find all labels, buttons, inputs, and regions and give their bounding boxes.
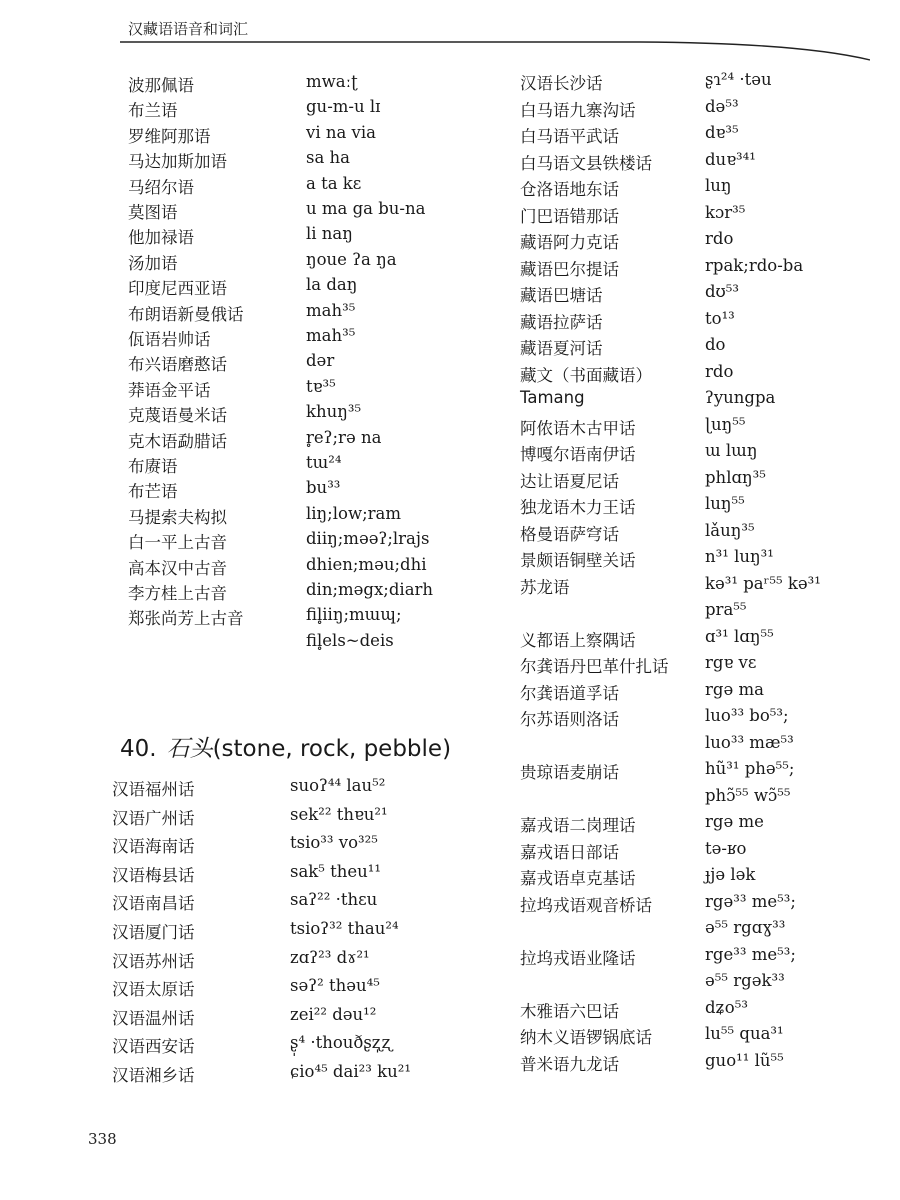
entry-form: a ta kɛ [306, 173, 362, 193]
entry-language: 尔龚语道孚话 [520, 683, 619, 703]
entry-language: 汉语长沙话 [520, 74, 603, 93]
entry-language: 木雅语六巴话 [520, 1001, 619, 1021]
entry-language: 仓洛语地东话 [520, 180, 619, 199]
entry-form: tɯ²⁴ [306, 453, 342, 472]
page-number: 338 [88, 1130, 117, 1148]
entry-language: 义都语上察隅话 [520, 630, 636, 650]
entry-form: li naŋ [306, 224, 353, 244]
entry-language: 汉语苏州话 [112, 951, 195, 971]
entry-form: pra⁵⁵ [705, 600, 747, 619]
entry-form: rgə ma [705, 679, 764, 699]
entry-language: 藏语阿力克话 [520, 233, 619, 252]
entry-language: 拉坞戎语观音桥话 [520, 895, 652, 915]
entry-language: 克蔑语曼米话 [128, 406, 227, 426]
entry-language: 景颇语铜壁关话 [520, 551, 636, 570]
entry-form: fil̥iiŋ;mɯɰ; [306, 605, 402, 625]
entry-form: u ma ga bu-na [306, 199, 426, 218]
entry-language: 达让语夏尼话 [520, 471, 619, 491]
entry-form: rgɐ vɛ [705, 653, 757, 672]
entry-form: diiŋ;məəʔ;lrajs [306, 529, 430, 549]
entry-language: 苏龙语 [520, 577, 570, 597]
entry-form: kɔr³⁵ [705, 202, 746, 222]
entry-form: ɭuŋ⁵⁵ [705, 414, 746, 434]
entry-language: 布朗语新曼俄话 [128, 304, 244, 324]
entry-language: 纳木义语锣锅底话 [520, 1028, 652, 1047]
entry-form: ə⁵⁵ rgɑɣ³³ [705, 918, 786, 937]
entry-form: mwaːʈ [306, 72, 358, 91]
entry-form: rgə me [705, 812, 764, 831]
entry-language: 马达加斯加语 [128, 152, 227, 172]
entry-language: 藏语夏河话 [520, 339, 603, 358]
entry-language: 汤加语 [128, 253, 178, 273]
entry-language: 马绍尔语 [128, 177, 194, 197]
entry-form: mah³⁵ [306, 326, 356, 345]
entry-form: zei²² dəu¹² [290, 1004, 377, 1024]
entry-language: 莽语金平话 [128, 380, 211, 400]
entry-language: 汉语厦门话 [112, 923, 195, 942]
entry-language: 拉坞戎语业隆话 [520, 948, 636, 968]
entry-form: ŋoue ʔa ŋa [306, 249, 397, 269]
entry-language: 贵琼语麦崩话 [520, 763, 619, 782]
entry-form: dhien;mǝu;dhi [306, 554, 427, 574]
entry-form: la daŋ [306, 275, 358, 295]
entry-form: lǎuŋ³⁵ [705, 520, 755, 540]
entry-language: 布兰语 [128, 101, 178, 121]
entry-form: tɐ³⁵ [306, 376, 336, 396]
entry-language: 汉语西安话 [112, 1037, 195, 1057]
entry-language: 佤语岩帅话 [128, 330, 211, 349]
entry-form: fil̥els~deis [306, 630, 394, 650]
running-header: 汉藏语语音和词汇 [128, 20, 249, 38]
entry-language: 藏语拉萨话 [520, 312, 603, 332]
entry-form: dʑo⁵³ [705, 997, 748, 1017]
entry-form: luo³³ mæ⁵³ [705, 732, 794, 752]
entry-form: khuŋ³⁵ [306, 402, 362, 422]
entry-language: 汉语太原话 [112, 980, 195, 1000]
entry-form: səʔ² thəu⁴⁵ [290, 976, 380, 996]
entry-language: 马提索夫构拟 [128, 507, 227, 527]
header-rule [120, 40, 870, 64]
entry-form: tsioʔ³² thau²⁴ [290, 919, 399, 938]
entry-language: 布赓语 [128, 457, 178, 476]
entry-language: 嘉戎语二岗理话 [520, 816, 636, 835]
entry-form: duɐ³⁴¹ [705, 149, 756, 169]
entry-language: 普米语九龙话 [520, 1054, 619, 1074]
entry-form: dər [306, 351, 335, 371]
entry-language: 汉语广州话 [112, 808, 195, 828]
entry-form: liŋ;low;ram [306, 503, 402, 523]
entry-language: 印度尼西亚语 [128, 279, 227, 299]
entry-form: saʔ²² ·thɛu [290, 890, 378, 910]
entry-form: luŋ⁵⁵ [705, 494, 745, 513]
entry-language: 波那佩语 [128, 76, 194, 95]
entry-language: 布芒语 [128, 482, 178, 502]
entry-language: 格曼语萨穹话 [520, 524, 619, 544]
entry-language: 莫图语 [128, 203, 178, 222]
entry-form: ɯ lɯŋ [705, 441, 758, 460]
entry-language: 博嘎尔语南伊话 [520, 445, 636, 464]
entry-language: 汉语湘乡话 [112, 1066, 195, 1085]
entry-language: 罗维阿那语 [128, 126, 211, 146]
section-title-en: (stone, rock, pebble) [212, 736, 452, 762]
entry-language: 克木语勐腊话 [128, 431, 227, 451]
entry-language: 汉语温州话 [112, 1008, 195, 1028]
entry-language: 嘉戎语日部话 [520, 842, 619, 862]
entry-form: ə⁵⁵ rgək³³ [705, 971, 785, 990]
entry-language: 汉语南昌话 [112, 894, 195, 914]
entry-form: sak⁵ theu¹¹ [290, 861, 382, 881]
entry-form: rpak;rdo-ba [705, 255, 804, 275]
entry-form: r̥eʔ;rə na [306, 427, 382, 447]
entry-language: 汉语海南话 [112, 837, 195, 857]
entry-language: Tamang [520, 388, 585, 407]
entry-form: luo³³ bo⁵³; [705, 706, 789, 725]
entry-language: 尔龚语丹巴革什扎话 [520, 657, 669, 676]
entry-language: 藏语巴塘话 [520, 286, 603, 305]
entry-form: sa ha [306, 148, 351, 168]
entry-form: suoʔ⁴⁴ lau⁵² [290, 776, 386, 795]
entry-form: ʔyungpa [705, 388, 776, 407]
entry-language: 汉语梅县话 [112, 865, 195, 885]
entry-form: do [705, 335, 726, 354]
section-heading [120, 730, 451, 763]
entry-form: rgə³³ me⁵³; [705, 891, 796, 911]
entry-language: 汉语福州话 [112, 780, 195, 799]
entry-language: 白马语九寨沟话 [520, 100, 636, 120]
entry-form: vi na via [306, 122, 376, 142]
entry-form: din;məgx;diarh [306, 580, 434, 599]
entry-language: 藏语巴尔提话 [520, 259, 619, 279]
entry-form: ɑ³¹ lɑŋ⁵⁵ [705, 626, 774, 646]
entry-form: kə³¹ paʳ⁵⁵ kə³¹ [705, 573, 821, 593]
entry-language: 阿侬语木古甲话 [520, 418, 636, 438]
entry-form: dɐ³⁵ [705, 123, 739, 142]
entry-form: luŋ [705, 176, 732, 195]
entry-language: 布兴语磨憨话 [128, 355, 227, 375]
entry-language: 他加禄语 [128, 228, 194, 248]
entry-form: lu⁵⁵ qua³¹ [705, 1024, 784, 1043]
entry-form: də⁵³ [705, 96, 739, 116]
entry-form: zɑʔ²³ dɤ²¹ [290, 947, 370, 967]
section-title-zh: 石头 [166, 736, 213, 762]
entry-form: gu-m-u lɪ [306, 97, 381, 117]
entry-form: bu³³ [306, 478, 341, 498]
entry-language: 李方桂上古音 [128, 584, 227, 603]
entry-form: dʊ⁵³ [705, 282, 740, 301]
entry-form: rdo [705, 361, 734, 381]
entry-form: mah³⁵ [306, 300, 356, 320]
entry-language: 藏文（书面藏语） [520, 365, 652, 385]
entry-form: tə-ʁo [705, 838, 747, 858]
entry-language: 白一平上古音 [128, 533, 227, 553]
entry-form: phɔ̃⁵⁵ wɔ̃⁵⁵ [705, 785, 791, 805]
entry-language: 门巴语错那话 [520, 206, 619, 226]
entry-form: ɕio⁴⁵ dai²³ ku²¹ [290, 1062, 411, 1081]
entry-form: tsio³³ vo³²⁵ [290, 833, 378, 853]
entry-language: 白马语文县铁楼话 [520, 153, 652, 173]
entry-form: phlɑŋ³⁵ [705, 467, 766, 487]
entry-language: 高本汉中古音 [128, 558, 227, 578]
entry-form: n³¹ luŋ³¹ [705, 547, 774, 566]
section-number: 40. [120, 736, 157, 762]
entry-form: ʂ̩⁴ ·thouðʂʐ̩ʐ [290, 1033, 392, 1053]
entry-form: to¹³ [705, 308, 735, 328]
entry-language: 嘉戎语卓克基话 [520, 869, 636, 888]
entry-form: ʂɿ²⁴ ·təu [705, 70, 772, 89]
entry-form: rdo [705, 229, 734, 248]
entry-form: sek²² thɐu²¹ [290, 804, 388, 824]
entry-form: hũ³¹ phə⁵⁵; [705, 759, 795, 778]
entry-form: ɟjə lək [705, 865, 756, 884]
entry-language: 郑张尚芳上古音 [128, 609, 244, 629]
entry-form: guo¹¹ lũ⁵⁵ [705, 1050, 784, 1070]
entry-language: 尔苏语则洛话 [520, 710, 619, 729]
entry-language: 独龙语木力王话 [520, 498, 636, 517]
entry-language: 白马语平武话 [520, 127, 619, 146]
entry-form: rge³³ me⁵³; [705, 944, 796, 964]
